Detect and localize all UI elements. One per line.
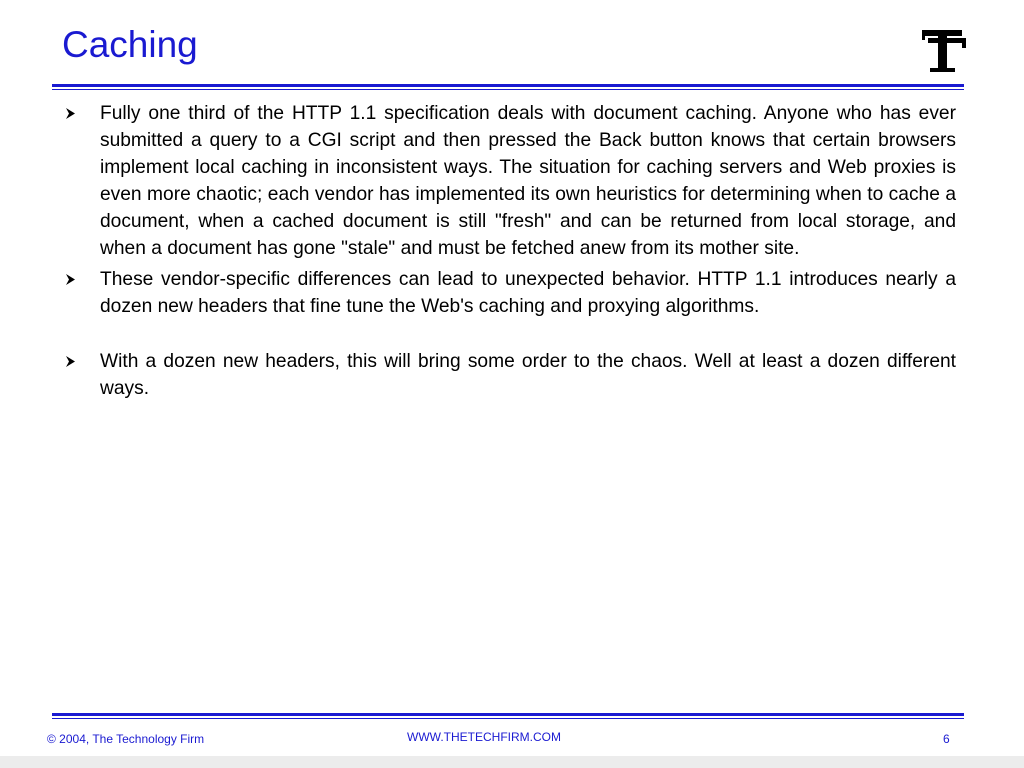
footer-divider-thin bbox=[52, 718, 964, 719]
header-divider bbox=[52, 84, 964, 87]
slide-body bbox=[60, 100, 956, 402]
footer-copyright: © 2004, The Technology Firm bbox=[47, 732, 205, 746]
footer-divider bbox=[52, 713, 964, 716]
bottom-band bbox=[0, 756, 1024, 768]
slide-title: Caching bbox=[62, 24, 198, 65]
footer-website: WWW.THETECHFIRM.COM bbox=[407, 730, 561, 744]
bullet-text: These vendor-specific differences can lead to unexpected behavior. HTTP 1.1 introduces nearly a dozen new headers that fine tune the Web's caching and proxying algorithms. bbox=[100, 269, 956, 317]
arrowhead-bullet-icon bbox=[62, 348, 80, 375]
bullet-item bbox=[60, 348, 956, 402]
bullet-text: With a dozen new headers, this will bring some order to the chaos. Well at least a dozen different ways. bbox=[100, 351, 956, 399]
bullet-text: Fully one third of the HTTP 1.1 specification deals with document caching. Anyone who has ever submitted a query to a CGI script and then pressed the Back button knows that certain browsers implement local caching in inconsistent ways. The situation for caching servers and Web proxies is even more chaotic; each vendor has implemented its own heuristics for determining when to cache a document, when a cached document is still "fresh" and can be returned from local storage, and when a document has gone "stale" and must be fetched anew from its mother site. bbox=[100, 103, 956, 259]
arrowhead-bullet-icon bbox=[62, 100, 80, 127]
footer-page-number: 6 bbox=[943, 732, 950, 746]
arrowhead-bullet-icon bbox=[62, 266, 80, 293]
bullet-item bbox=[60, 100, 956, 262]
header-divider-thin bbox=[52, 89, 964, 90]
tf-monogram-logo bbox=[918, 18, 974, 78]
bullet-item bbox=[60, 266, 956, 320]
